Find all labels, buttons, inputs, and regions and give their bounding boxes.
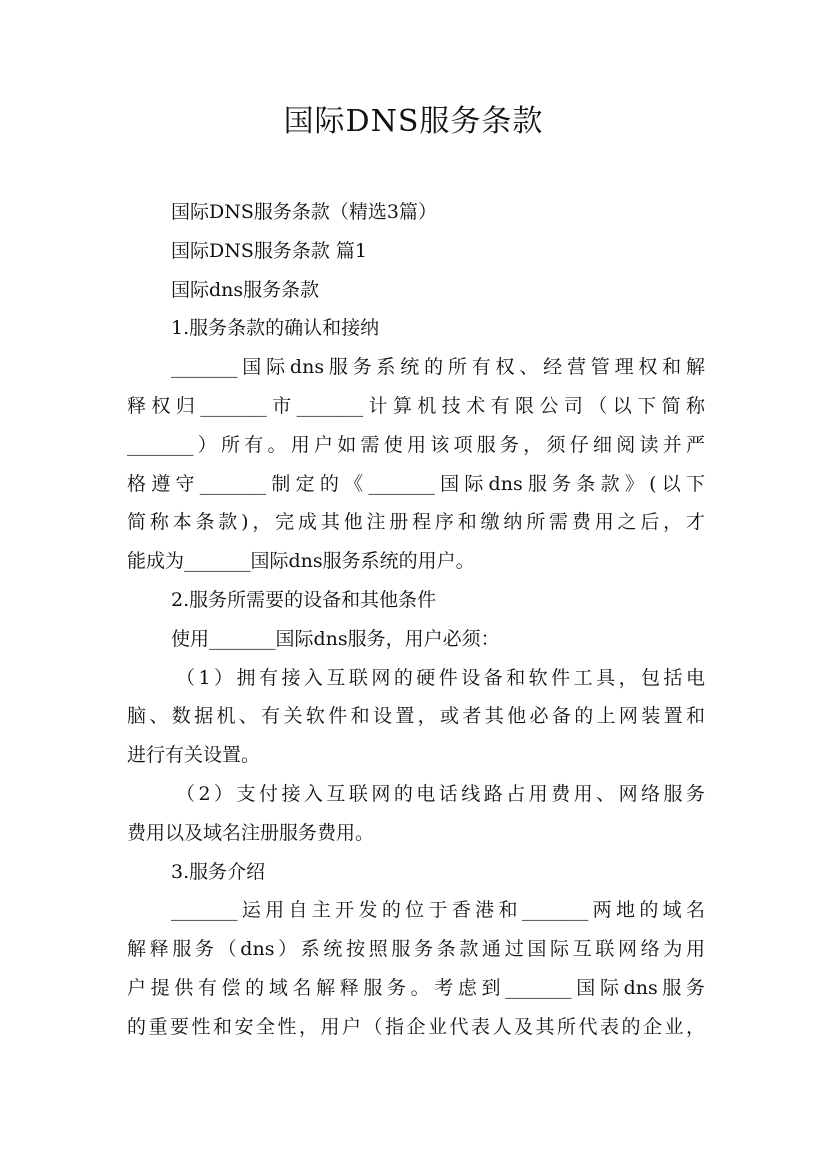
paragraph-line: _______国际dns服务系统的所有权、经营管理权和解 (171, 356, 705, 379)
paragraph-line: _______）所有。用户如需使用该项服务，须仔细阅读并严 (127, 433, 705, 456)
list-item-line: 脑、数据机、有关软件和设置，或者其他必备的上网装置和 (127, 705, 705, 728)
list-item-line: 费用以及域名注册服务费用。 (127, 821, 375, 844)
paragraph-line: 释权归_______市_______计算机技术有限公司（以下简称 (127, 394, 705, 417)
paragraph-line: 的重要性和安全性，用户（指企业代表人及其所代表的企业， (127, 1015, 705, 1038)
clause-heading: 1.服务条款的确认和接纳 (171, 317, 380, 340)
clause-heading: 2.服务所需要的设备和其他条件 (171, 588, 437, 611)
document-body (127, 193, 705, 1047)
section-heading: 国际DNS服务条款 篇1 (171, 239, 368, 262)
paragraph-line: 简称本条款)，完成其他注册程序和缴纳所需费用之后，才 (127, 511, 705, 534)
list-item-line: （2）支付接入互联网的电话线路占用费用、网络服务 (176, 782, 705, 805)
paragraph-line: 能成为_______国际dns服务系统的用户。 (127, 550, 475, 573)
list-item-line: 进行有关设置。 (127, 744, 261, 767)
paragraph-line: 解释服务（dns）系统按照服务条款通过国际互联网络为用 (127, 938, 705, 961)
paragraph-line: 使用_______国际dns服务，用户必须： (171, 627, 500, 650)
clause-heading: 3.服务介绍 (171, 860, 266, 883)
section-subtitle: 国际dns服务条款 (171, 278, 320, 301)
paragraph-line: _______运用自主开发的位于香港和_______两地的域名 (171, 899, 705, 922)
paragraph-line: 户提供有偿的域名解释服务。考虑到_______国际dns服务 (127, 976, 705, 999)
list-item-line: （1）拥有接入互联网的硬件设备和软件工具，包括电 (176, 666, 705, 689)
paragraph-line: 格遵守_______制定的《_______国际dns服务条款》(以下 (127, 472, 705, 495)
document-title: 国际DNS服务条款 (283, 104, 544, 139)
heading-line: 国际DNS服务条款（精选3篇） (171, 201, 437, 223)
